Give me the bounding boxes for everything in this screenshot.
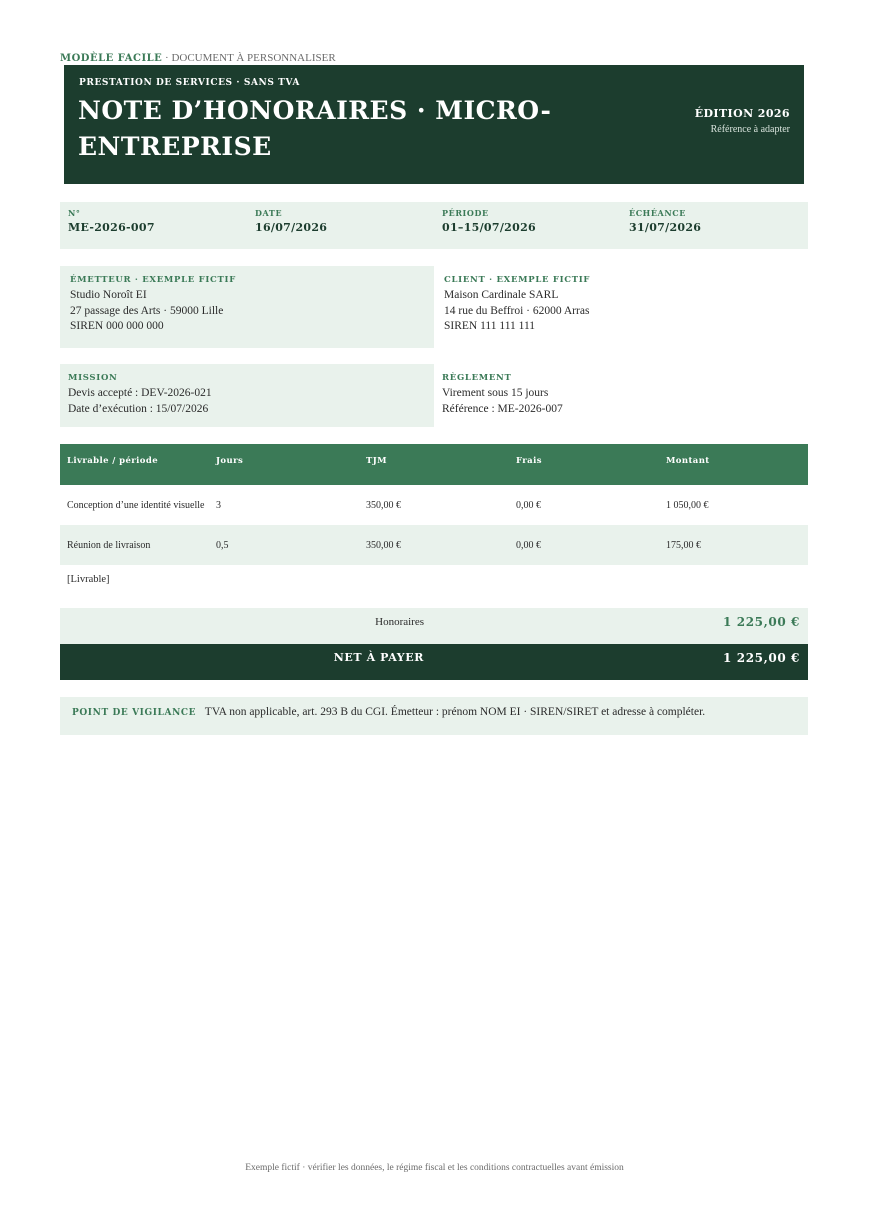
- cell-amount: 1 050,00 €: [666, 499, 709, 511]
- page-title: NOTE D’HONORAIRES · MICRO-ENTREPRISE: [78, 96, 552, 161]
- payment-reference: Référence : ME-2026-007: [442, 402, 563, 415]
- client-block: [434, 266, 808, 348]
- table-row: [60, 485, 808, 525]
- vigilance-note: [60, 697, 808, 735]
- net-value: 1 225,00 €: [723, 651, 800, 665]
- meta-label: PÉRIODE: [442, 208, 489, 218]
- meta-value: 01–15/07/2026: [442, 221, 536, 234]
- cell-days: 3: [216, 499, 221, 511]
- cell-deliverable: [Livrable]: [67, 573, 110, 585]
- meta-value: 31/07/2026: [629, 221, 702, 234]
- client-siren: SIREN 111 111 111: [444, 320, 536, 332]
- client-label: CLIENT · EXEMPLE FICTIF: [444, 275, 591, 285]
- meta-label: ÉCHÉANCE: [629, 208, 686, 218]
- subtotal-label: Honoraires: [375, 616, 424, 628]
- vigilance-label: POINT DE VIGILANCE: [72, 708, 197, 718]
- net-label: NET À PAYER: [333, 651, 424, 664]
- net-total-row: [60, 644, 808, 680]
- subtotal-row: [60, 608, 808, 644]
- meta-value: 16/07/2026: [255, 221, 328, 234]
- meta-label: DATE: [255, 208, 283, 218]
- mission-block: [60, 364, 434, 427]
- cell-days: 0,5: [209, 525, 359, 565]
- cell-expenses: [509, 565, 659, 593]
- issuer-address: 27 passage des Arts · 59000 Lille: [70, 304, 224, 317]
- meta-date: [247, 202, 434, 249]
- issuer-label: ÉMETTEUR · EXEMPLE FICTIF: [70, 275, 236, 285]
- payment-block: [434, 364, 808, 427]
- brand-label: MODÈLE FACILE: [60, 53, 163, 64]
- cell-days: [209, 565, 359, 593]
- edition-label: ÉDITION 2026: [694, 107, 790, 120]
- reference-note: Référence à adapter: [710, 124, 790, 135]
- cell-rate: 350,00 €: [359, 525, 509, 565]
- mission-label: MISSION: [68, 373, 118, 383]
- items-table: [60, 444, 808, 593]
- payment-label: RÈGLEMENT: [442, 373, 512, 383]
- table-header-row: [60, 444, 808, 485]
- issuer-siren: SIREN 000 000 000: [70, 320, 164, 332]
- meta-due-date: [621, 202, 808, 249]
- column-header: Livrable / période: [60, 444, 209, 485]
- meta-label: N°: [68, 208, 81, 218]
- mission-quote: Devis accepté : DEV-2026-021: [68, 387, 212, 399]
- client-address: 14 rue du Beffroi · 62000 Arras: [444, 304, 590, 317]
- cell-rate: [359, 565, 509, 593]
- header-kicker: PRESTATION DE SERVICES · SANS TVA: [79, 78, 300, 88]
- meta-number: [60, 202, 247, 249]
- cell-amount: [659, 565, 808, 593]
- column-header: Jours: [209, 444, 359, 485]
- cell-expenses: 0,00 €: [516, 499, 541, 511]
- column-header: Frais: [509, 444, 659, 485]
- footer-disclaimer: Exemple fictif · vérifier les données, le régime fiscal et les conditions contractuelles avant émission: [245, 1163, 624, 1173]
- meta-value: ME-2026-007: [68, 221, 155, 234]
- top-line: [60, 52, 336, 64]
- table-row: [60, 565, 808, 593]
- column-header: Montant: [659, 444, 808, 485]
- document-subtitle: DOCUMENT À PERSONNALISER: [171, 52, 336, 64]
- cell-rate: 350,00 €: [366, 499, 401, 511]
- separator: ·: [165, 52, 169, 64]
- subtotal-value: 1 225,00 €: [723, 615, 800, 629]
- client-name: Maison Cardinale SARL: [444, 289, 559, 301]
- cell-amount: 175,00 €: [659, 525, 808, 565]
- table-row: [60, 525, 808, 565]
- mission-date: Date d’exécution : 15/07/2026: [68, 402, 209, 415]
- cell-deliverable: Conception d’une identité visuelle: [67, 499, 205, 511]
- title-banner: [64, 65, 804, 184]
- invoice-meta-strip: [60, 202, 808, 249]
- payment-terms: Virement sous 15 jours: [442, 387, 549, 399]
- column-header: TJM: [359, 444, 509, 485]
- issuer-name: Studio Noroît EI: [70, 289, 147, 301]
- vigilance-text: TVA non applicable, art. 293 B du CGI. Émetteur : prénom NOM EI · SIREN/SIRET et adresse à compléter.: [204, 706, 706, 718]
- meta-period: [434, 202, 621, 249]
- cell-expenses: 0,00 €: [509, 525, 659, 565]
- totals-block: [60, 608, 808, 680]
- cell-deliverable: Réunion de livraison: [60, 525, 209, 565]
- issuer-block: [60, 266, 434, 348]
